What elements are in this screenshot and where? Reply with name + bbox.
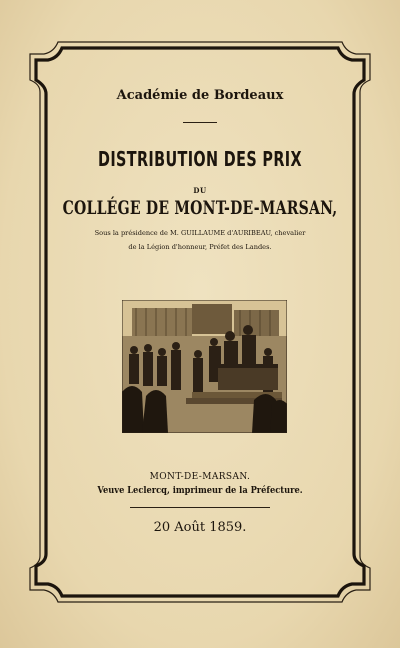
prize-ceremony-engraving xyxy=(122,300,287,433)
short-divider xyxy=(183,122,217,123)
title-connector: DU xyxy=(193,186,207,195)
publication-date: 20 Août 1859. xyxy=(153,520,247,535)
imprint-printer: Veuve Leclercq, imprimeur de la Préfecture. xyxy=(97,486,303,496)
presidence-line-2: de la Légion d'honneur, Préfet des Landes. xyxy=(128,243,272,251)
title-college: COLLÉGE DE MONT-DE-MARSAN, xyxy=(62,197,338,219)
academie-heading: Académie de Bordeaux xyxy=(116,88,284,103)
presidence-line-1: Sous la présidence de M. GUILLAUME d'AURIBEAU, chevalier xyxy=(94,229,306,237)
title-distribution: DISTRIBUTION DES PRIX xyxy=(98,147,302,171)
long-divider xyxy=(130,507,270,508)
imprint-city: MONT-DE-MARSAN. xyxy=(149,472,251,482)
